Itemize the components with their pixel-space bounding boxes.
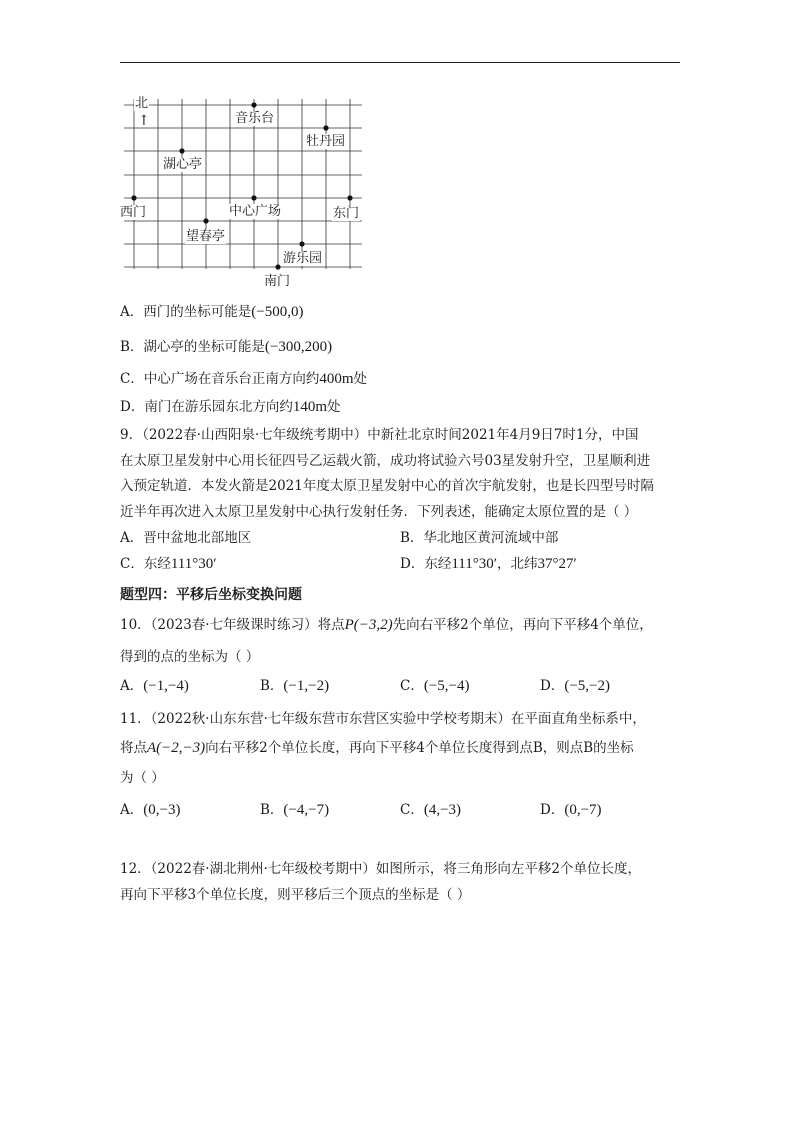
question-text: 向右平移2个单位长度，再向下平移4个单位长度得到点B，则点B的坐标 xyxy=(205,740,634,756)
option-letter: D． xyxy=(540,802,565,818)
option-text: 湖心亭的坐标可能是 xyxy=(143,339,265,355)
option-letter: D． xyxy=(540,678,565,694)
q10-line-2: 得到的点的坐标为（ ） xyxy=(120,649,260,665)
question-text: 10．（2023春·七年级课时练习）将点 xyxy=(120,617,345,633)
label-ximen: 西门 xyxy=(120,205,147,220)
option-math: (−5,−2) xyxy=(564,678,610,694)
label-huxinting: 湖心亭 xyxy=(163,157,203,172)
q9-line-4: 近半年再次进入太原卫星发射中心执行发射任务．下列表述，能确定太原位置的是（ ） xyxy=(120,504,638,520)
option-math: (−5,−4) xyxy=(423,678,470,694)
north-arrow-icon: ↑ xyxy=(138,113,150,129)
option-text: ，北纬 xyxy=(497,556,538,572)
q12-line-2: 再向下平移3个单位长度，则平移后三个顶点的坐标是（ ） xyxy=(120,887,471,903)
q8-option-a[interactable] xyxy=(120,303,303,321)
option-letter: A． xyxy=(120,802,144,818)
point-math: P(−3,2) xyxy=(344,617,393,633)
dot-youleyuan xyxy=(299,241,304,246)
option-math: 37°27′ xyxy=(537,556,577,572)
option-math: (−500,0) xyxy=(251,304,304,320)
q10-option-a[interactable] xyxy=(120,677,189,695)
q11-option-c[interactable] xyxy=(400,801,461,819)
option-math: 111°30′ xyxy=(170,556,217,572)
q11-option-d[interactable] xyxy=(540,801,602,819)
q8-option-d[interactable] xyxy=(120,398,341,416)
q10-line-1 xyxy=(120,616,653,634)
option-text: 中心广场在音乐台正南方向约 xyxy=(143,371,320,387)
option-math: (−1,−2) xyxy=(283,678,330,694)
option-letter: C． xyxy=(400,678,424,694)
label-youleyuan: 游乐园 xyxy=(283,251,323,266)
q9-option-c[interactable] xyxy=(120,555,217,573)
q9-option-d[interactable] xyxy=(400,555,577,573)
q10-option-b[interactable] xyxy=(260,677,329,695)
option-letter: A． xyxy=(120,304,144,320)
dot-yinyuetai xyxy=(251,102,256,107)
option-math: 140m xyxy=(292,399,327,415)
dot-mudanyuan xyxy=(323,125,328,130)
option-math: (−4,−7) xyxy=(283,802,330,818)
option-math: (−1,−4) xyxy=(143,678,189,694)
label-zhongxin: 中心广场 xyxy=(229,204,282,219)
section-heading: 题型四：平移后坐标变换问题 xyxy=(120,587,302,603)
dot-ximen xyxy=(131,195,136,200)
dot-nanmen xyxy=(275,264,280,269)
option-letter: A． xyxy=(120,678,144,694)
q11-line-1: 11．（2022秋·山东东营·七年级东营市东营区实验中学校考期末）在平面直角坐标系中， xyxy=(120,711,646,727)
q9-option-a[interactable]: A．晋中盆地北部地区 xyxy=(120,530,252,546)
option-letter: C． xyxy=(400,802,424,818)
option-letter: B． xyxy=(120,339,144,355)
option-math: 111°30′ xyxy=(451,556,497,572)
q9-line-3: 入预定轨道．本发火箭是2021年度太原卫星发射中心的首次宇航发射，也是长四型号时隔 xyxy=(120,478,654,494)
option-text: 南门在游乐园东北方向约 xyxy=(144,399,293,415)
q8-option-b[interactable] xyxy=(120,338,332,356)
option-math: 400m xyxy=(319,371,354,387)
option-text: C．东经 xyxy=(120,556,171,572)
option-tail: 处 xyxy=(327,399,341,415)
option-text: D．东经 xyxy=(400,556,452,572)
option-text: 西门的坐标可能是 xyxy=(143,304,252,320)
q10-option-d[interactable] xyxy=(540,677,610,695)
label-yinyuetai: 音乐台 xyxy=(235,111,275,126)
option-math: (0,−7) xyxy=(564,802,602,818)
label-nanmen: 南门 xyxy=(264,274,291,289)
label-dongmen: 东门 xyxy=(333,206,360,221)
option-letter: B． xyxy=(260,678,284,694)
dot-huxinting xyxy=(179,148,184,153)
q12-line-1: 12．（2022春·湖北荆州·七年级校考期中）如图所示，将三角形向左平移2个单位长度， xyxy=(120,861,641,877)
q8-option-c[interactable] xyxy=(120,370,367,388)
q9-line-1: 9．（2022春·山西阳泉·七年级统考期中）中新社北京时间2021年4月9日7时1分，中国 xyxy=(120,427,639,443)
dot-wangchunting xyxy=(203,218,208,223)
q11-option-b[interactable] xyxy=(260,801,329,819)
park-map xyxy=(112,94,372,294)
option-math: (4,−3) xyxy=(423,802,462,818)
q10-option-c[interactable] xyxy=(400,677,470,695)
question-text: 将点 xyxy=(120,740,147,756)
option-math: (−300,200) xyxy=(264,339,333,355)
q9-option-b[interactable]: B．华北地区黄河流域中部 xyxy=(400,530,559,546)
point-math: A(−2,−3) xyxy=(147,740,206,756)
option-math: (0,−3) xyxy=(143,802,181,818)
q9-line-2: 在太原卫星发射中心用长征四号乙运载火箭，成功将试验六号03星发射升空，卫星顺利进 xyxy=(120,453,651,469)
q11-line-2 xyxy=(120,739,634,757)
label-mudanyuan: 牡丹园 xyxy=(306,134,346,149)
q11-option-a[interactable] xyxy=(120,801,180,819)
q11-line-3: 为（ ） xyxy=(120,770,165,786)
header-rule xyxy=(120,62,680,63)
dot-zhongxin xyxy=(251,195,256,200)
option-tail: 处 xyxy=(353,371,368,387)
option-letter: C． xyxy=(120,371,144,387)
north-label: 北 xyxy=(135,96,149,111)
dot-dongmen xyxy=(347,195,352,200)
label-wangchunting: 望春亭 xyxy=(186,229,226,244)
option-letter: D． xyxy=(120,399,145,415)
option-letter: B． xyxy=(260,802,284,818)
question-text: 先向右平移2个单位，再向下平移4个单位， xyxy=(392,617,653,633)
